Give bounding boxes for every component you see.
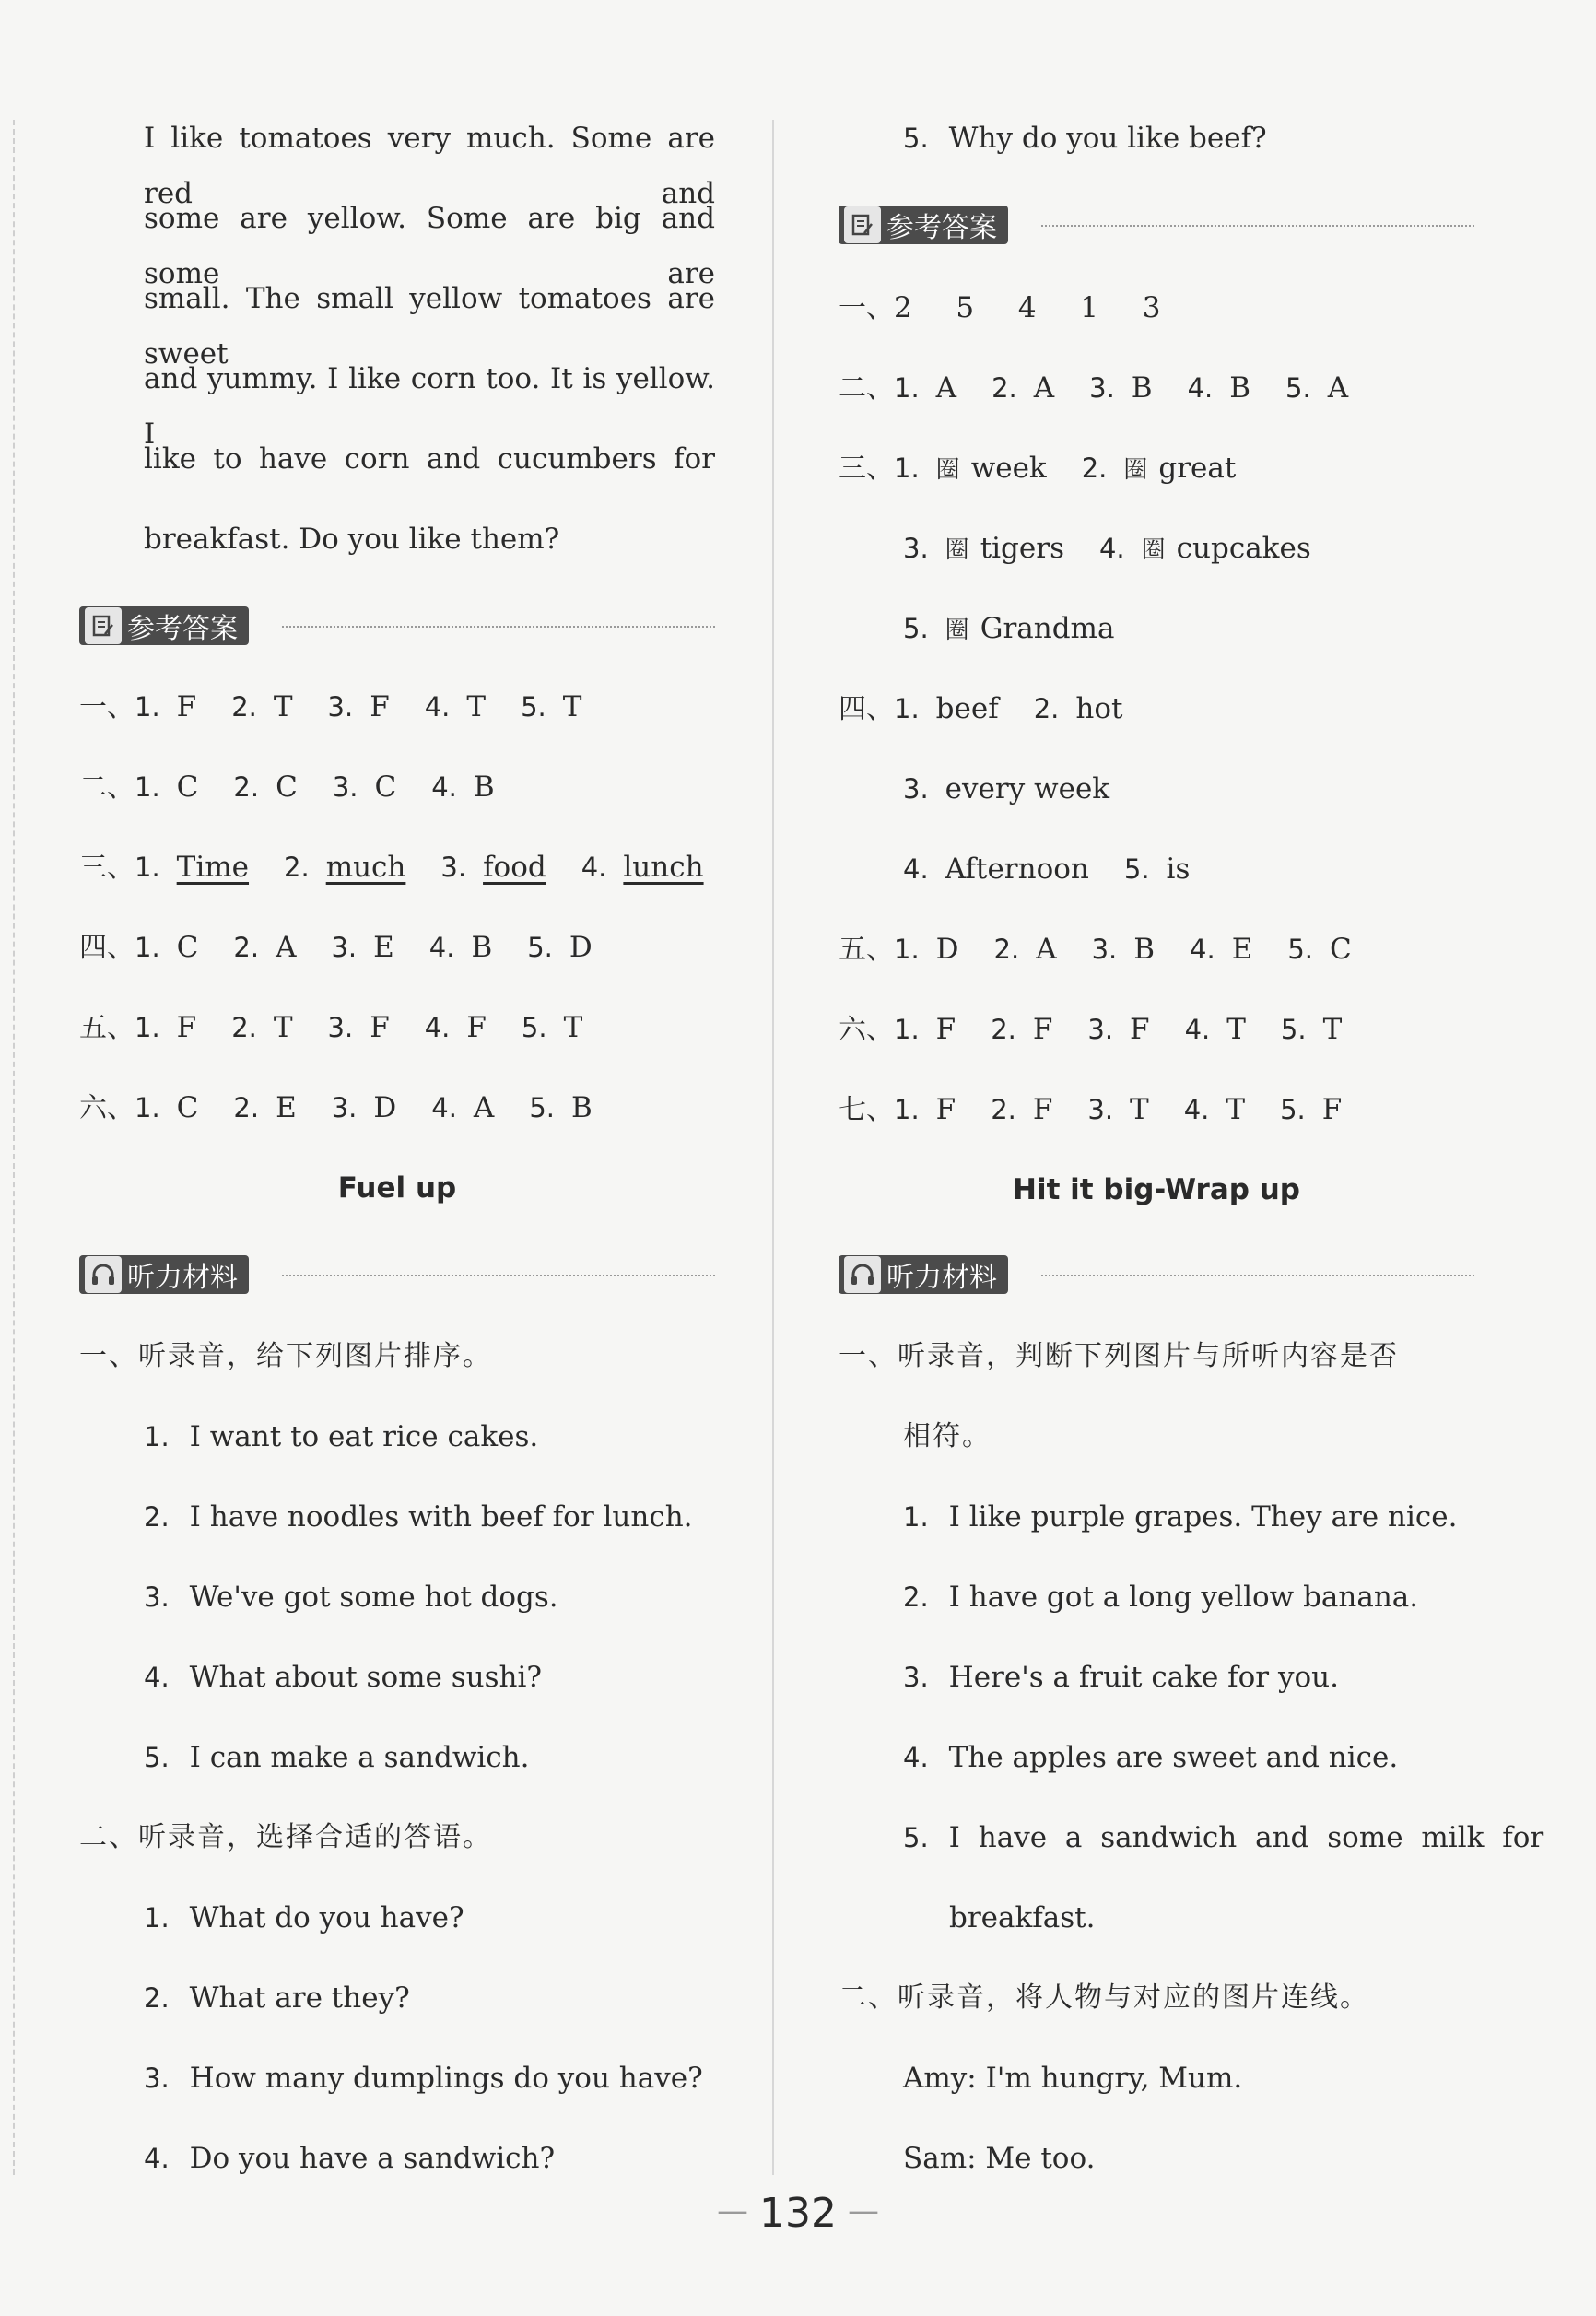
list-item: 5. Why do you like beef? xyxy=(903,122,1267,155)
list-item: 5. I have a sandwich and some milk for xyxy=(903,1821,1544,1854)
passage-line: I like tomatoes very much. Some are red and xyxy=(144,122,715,210)
answer-row: 五、1. F 2. T 3. F 4. F 5. T xyxy=(79,1011,583,1044)
listening-label: 听力材料 xyxy=(127,1262,238,1294)
answer-row: 一、1. F 2. T 3. F 4. T 5. T xyxy=(79,690,582,723)
list-item: 5. I can make a sandwich. xyxy=(144,1741,530,1774)
headphones-icon xyxy=(844,1256,881,1293)
list-item-cont: breakfast. xyxy=(949,1901,1096,1934)
list-item: 3. How many dumplings do you have? xyxy=(144,2062,703,2095)
dotted-rule xyxy=(282,626,715,628)
listening-header xyxy=(839,1255,1474,1296)
answer-row: 二、1. C 2. C 3. C 4. B xyxy=(79,770,495,804)
exercise-title-cont: 相符。 xyxy=(903,1420,992,1452)
answer-row: 三、1. 圈 week 2. 圈 great xyxy=(839,452,1237,485)
exercise-title: 一、听录音，判断下列图片与所听内容是否 xyxy=(839,1340,1399,1372)
headphones-icon xyxy=(85,1256,122,1293)
answer-row: 四、1. beef 2. hot xyxy=(839,692,1123,725)
answers-header xyxy=(79,606,715,647)
list-item: 4. The apples are sweet and nice. xyxy=(903,1741,1399,1774)
dotted-rule xyxy=(1041,1275,1474,1276)
dialogue-line: Sam: Me too. xyxy=(903,2142,1096,2175)
answers-header xyxy=(839,206,1474,246)
listening-label: 听力材料 xyxy=(886,1262,997,1294)
answer-row: 六、1. C 2. E 3. D 4. A 5. B xyxy=(79,1091,593,1124)
list-item: 4. Do you have a sandwich? xyxy=(144,2142,556,2175)
exercise-title: 二、听录音，将人物与对应的图片连线。 xyxy=(839,1981,1369,2014)
dotted-rule xyxy=(282,1275,715,1276)
passage-line: breakfast. Do you like them? xyxy=(144,523,560,556)
answer-sheet-icon xyxy=(85,607,122,644)
list-item: 1. I want to eat rice cakes. xyxy=(144,1420,539,1453)
answer-row: 3. 圈 tigers 4. 圈 cupcakes xyxy=(903,532,1311,565)
list-item: 1. I like purple grapes. They are nice. xyxy=(903,1500,1458,1534)
listening-tag xyxy=(839,1255,1008,1294)
answer-sheet-icon xyxy=(844,206,881,243)
answer-row: 五、1. D 2. A 3. B 4. E 5. C xyxy=(839,933,1352,966)
dialogue-line: Amy: I'm hungry, Mum. xyxy=(903,2062,1243,2095)
answer-row: 4. Afternoon 5. is xyxy=(903,852,1191,886)
answers-tag xyxy=(79,606,249,645)
answers-tag xyxy=(839,206,1008,244)
answer-row: 六、1. F 2. F 3. F 4. T 5. T xyxy=(839,1013,1343,1046)
exercise-title: 一、听录音，给下列图片排序。 xyxy=(79,1340,492,1372)
list-item: 2. I have noodles with beef for lunch. xyxy=(144,1500,693,1534)
list-item: 3. Here's a fruit cake for you. xyxy=(903,1661,1339,1694)
answers-label: 参考答案 xyxy=(886,212,997,244)
list-item: 2. What are they? xyxy=(144,1981,410,2015)
list-item: 3. We've got some hot dogs. xyxy=(144,1581,558,1614)
passage-line: like to have corn and cucumbers for xyxy=(144,442,715,476)
passage-line: some are yellow. Some are big and some are xyxy=(144,202,715,290)
list-item: 1. What do you have? xyxy=(144,1901,464,1934)
answer-row: 3. every week xyxy=(903,772,1110,805)
listening-tag xyxy=(79,1255,249,1294)
passage-line: and yummy. I like corn too. It is yellow. I xyxy=(144,362,715,451)
page-number: — 132 — xyxy=(717,2190,879,2237)
list-item: 4. What about some sushi? xyxy=(144,1661,543,1694)
list-item: 2. I have got a long yellow banana. xyxy=(903,1581,1419,1614)
answer-row: 七、1. F 2. F 3. T 4. T 5. F xyxy=(839,1093,1343,1126)
unit-title: Fuel up xyxy=(337,1171,457,1205)
exercise-title: 二、听录音，选择合适的答语。 xyxy=(79,1821,492,1853)
answer-row: 一、2 5 4 1 3 xyxy=(839,291,1161,324)
column-divider xyxy=(772,120,774,2175)
dotted-rule xyxy=(1041,225,1474,227)
answers-label: 参考答案 xyxy=(127,613,238,645)
answer-row: 5. 圈 Grandma xyxy=(903,612,1115,645)
answer-row: 二、1. A 2. A 3. B 4. B 5. A xyxy=(839,371,1349,405)
binding-margin-line xyxy=(13,120,15,2175)
answer-row: 三、1. Time 2. much 3. food 4. lunch xyxy=(79,851,704,884)
listening-header xyxy=(79,1255,715,1296)
unit-title: Hit it big-Wrap up xyxy=(1013,1173,1300,1206)
answer-row: 四、1. C 2. A 3. E 4. B 5. D xyxy=(79,931,593,964)
passage-line: small. The small yellow tomatoes are sweet xyxy=(144,282,715,370)
